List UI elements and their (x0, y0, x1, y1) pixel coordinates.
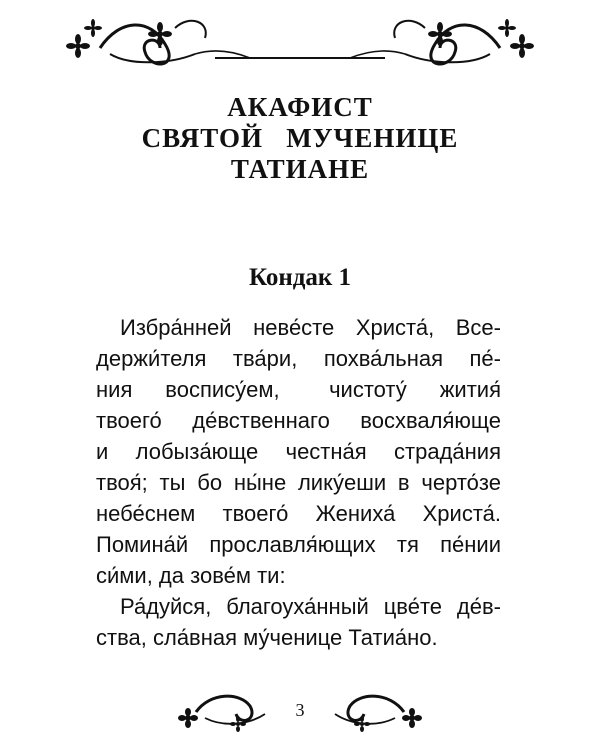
text-line: ния воспису́ем, чистоту́ жития́ (96, 377, 501, 402)
title-line-2: СВЯТОЙ МУЧЕНИЦЕ (141, 123, 459, 153)
text-line: и лобыза́юще честна́я страда́ния (96, 439, 501, 464)
page-title (0, 92, 600, 185)
flower-icon (428, 22, 452, 46)
text-line: Помина́й прославля́ющих тя пе́нии (96, 532, 501, 557)
flower-icon (84, 19, 102, 37)
section-heading: Кондак 1 (248, 264, 352, 291)
page-number: 3 (295, 700, 305, 720)
text-line: си́ми, да зове́м ти: (96, 563, 286, 588)
title-line-1: АКАФИСТ (227, 92, 373, 122)
flower-icon (498, 19, 516, 37)
text-line: Избра́нней неве́сте Христа́, Все- (120, 315, 501, 340)
body-text (96, 312, 501, 653)
text-line: твоего́ де́вственнаго восхваля́юще (96, 408, 501, 433)
title-line-3: ТАТИАНЕ (230, 154, 370, 184)
text-line: Ра́дуйся, благоуха́нный цве́те де́в- (120, 594, 501, 619)
text-line: твоя́; ты бо ны́не лику́еши в черто́зе (96, 470, 501, 495)
text-line: небе́снем твоего́ Жениха́ Христа́. (96, 501, 501, 526)
top-ornament (0, 8, 600, 70)
text-line: ства, сла́вная му́ченице Татиа́но. (96, 625, 438, 650)
text-line: держи́теля тва́ри, похва́льная пе́- (96, 346, 501, 371)
flower-icon (148, 22, 172, 46)
flower-icon (510, 34, 534, 58)
flower-icon (66, 34, 90, 58)
